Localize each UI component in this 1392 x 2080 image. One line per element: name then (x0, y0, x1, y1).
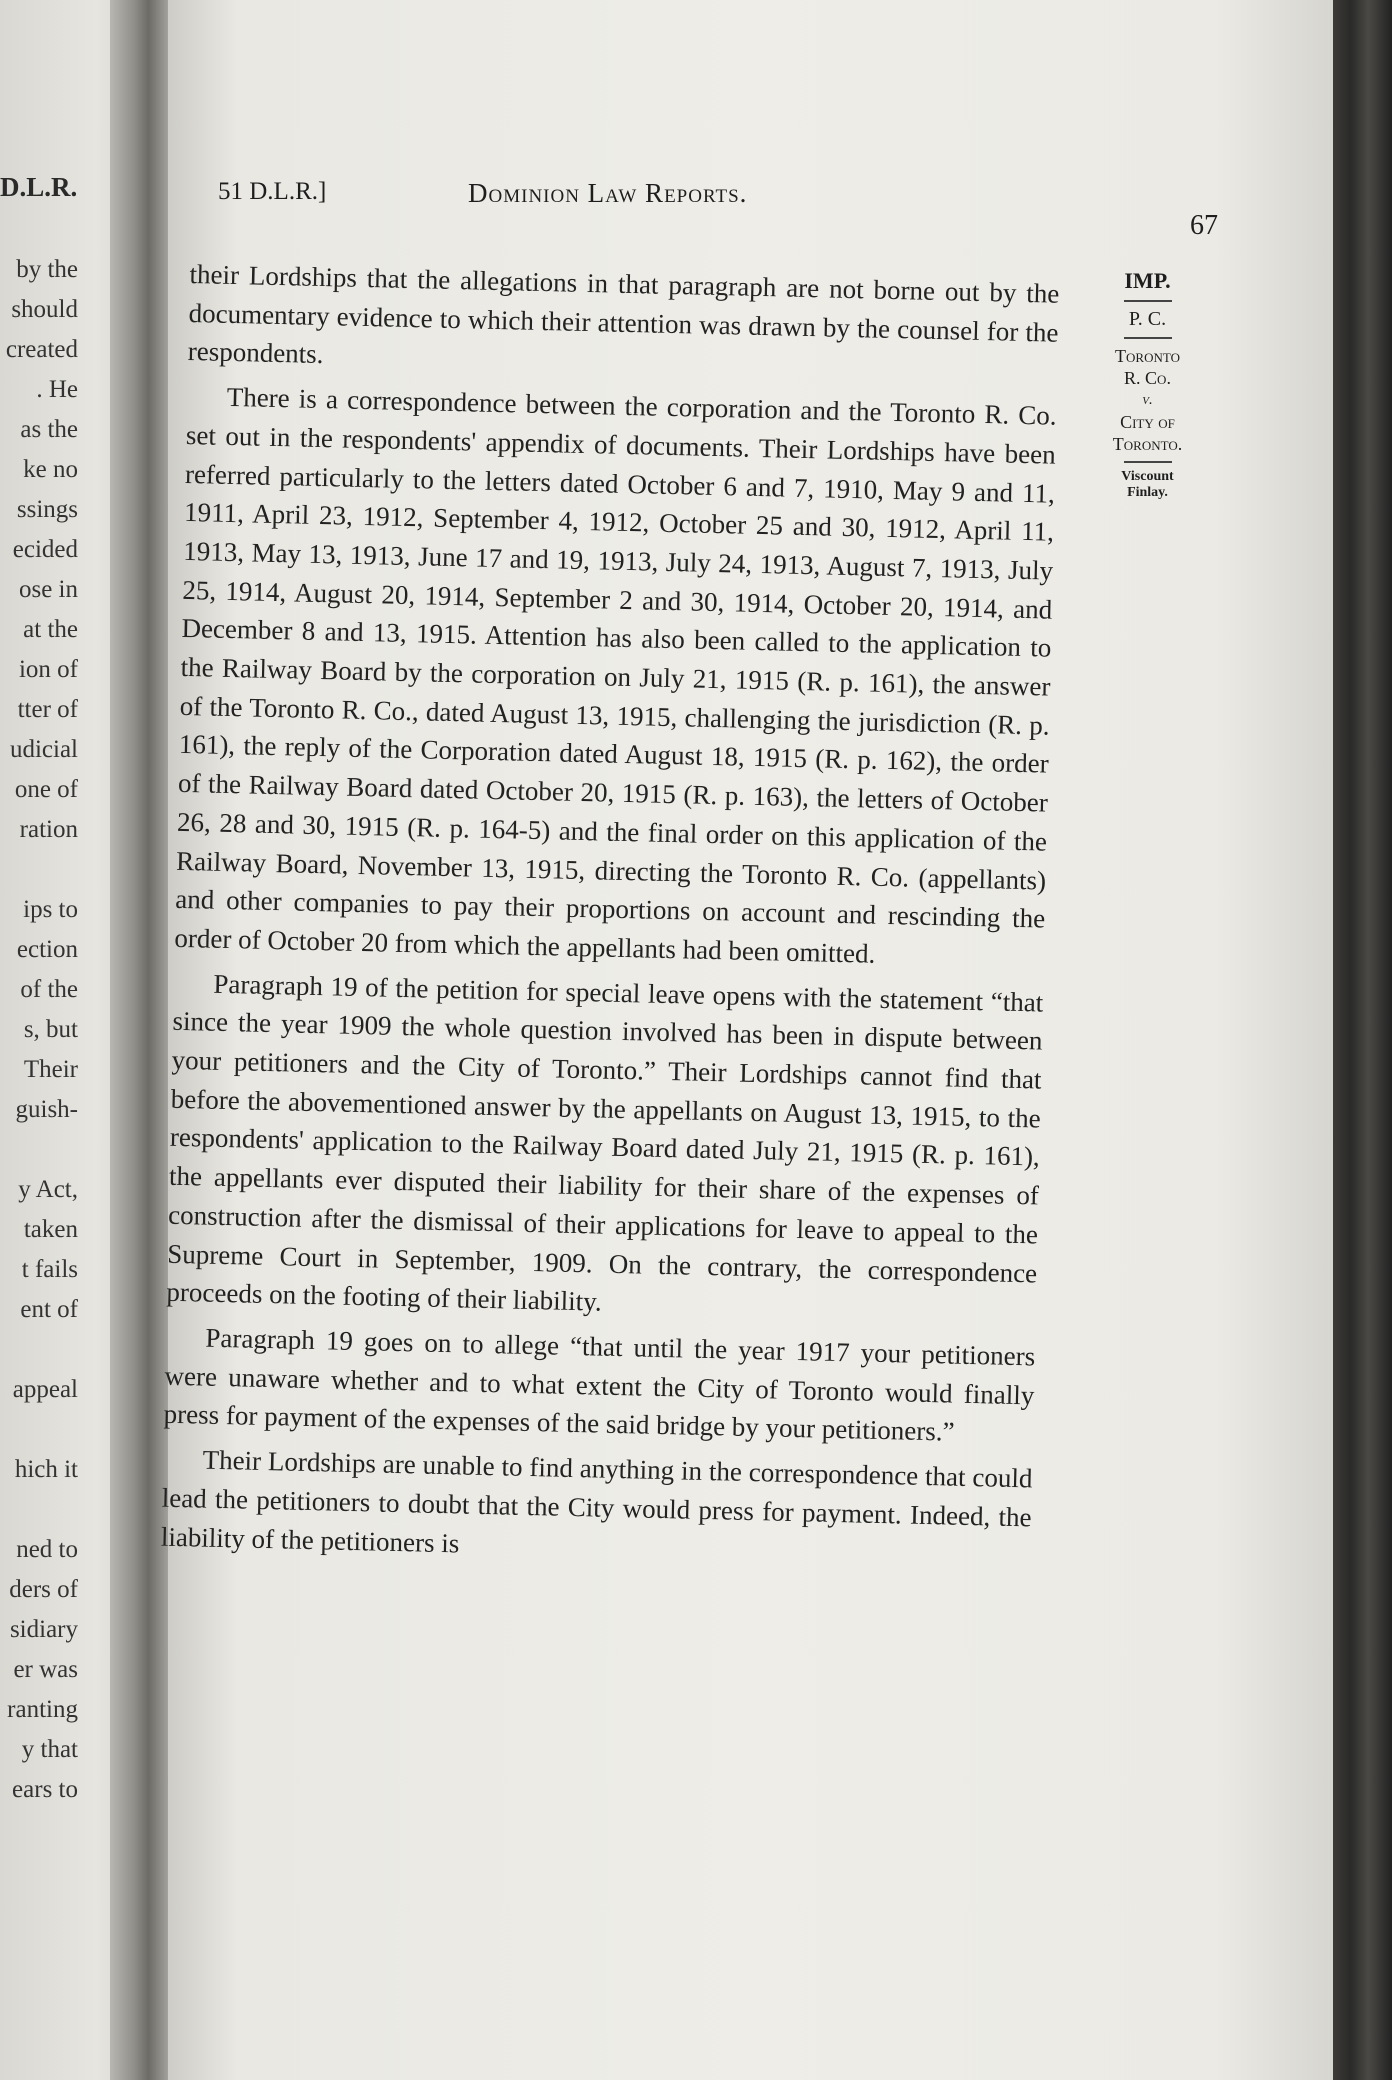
previous-page-line: should (11, 296, 78, 323)
previous-page-line (0, 850, 78, 890)
previous-page-line: . He (36, 376, 78, 403)
previous-page-line (0, 1130, 78, 1170)
previous-page-line: ent of (20, 1296, 78, 1323)
body-text (160, 255, 1059, 1576)
previous-page-line (0, 1410, 78, 1450)
sidenote-divider (1124, 300, 1172, 302)
previous-page-line: ection (16, 936, 78, 963)
previous-page-line: ders of (9, 1576, 78, 1603)
previous-page-line-fragments (0, 250, 78, 1810)
running-header (210, 178, 1218, 241)
previous-page-line: Their (23, 1056, 78, 1083)
versus-label: v. (1142, 392, 1153, 408)
previous-page-line: taken (23, 1216, 78, 1243)
previous-page-line: of the (20, 976, 78, 1003)
previous-page-line: at the (23, 616, 78, 643)
previous-page-line: s, but (23, 1016, 78, 1043)
previous-page-line (0, 1330, 78, 1370)
previous-page-line: hich it (14, 1456, 78, 1483)
sidenote-divider (1124, 461, 1172, 463)
previous-page-line: ears to (12, 1776, 78, 1803)
book-right-edge (1333, 0, 1392, 2080)
previous-page-line: by the (16, 256, 78, 283)
sidenote-divider (1124, 337, 1172, 339)
paragraph-5: Their Lordships are unable to find anything in the correspondence that could lead the petitioners to doubt that the City would press for payment. Indeed, the liability of the petitioners is (160, 1444, 1033, 1558)
party-one-line-2: R. Co. (1124, 368, 1171, 388)
publication-title: Dominion Law Reports. (468, 178, 748, 208)
previous-page-line: ose in (18, 576, 78, 603)
judge-name (1080, 469, 1215, 501)
previous-page-line: ion of (18, 656, 78, 683)
previous-page-line: udicial (9, 736, 78, 763)
paragraph-1: their Lordships that the allegations in that paragraph are not borne out by the documentary evidence to which their attention was drawn by the counsel for the respondents. (187, 258, 1060, 370)
previous-page-line: t fails (21, 1256, 78, 1283)
case-name (1080, 345, 1215, 455)
previous-page-line: created (5, 336, 78, 363)
court-label: IMP. (1124, 268, 1171, 293)
previous-page-line: ke no (23, 456, 78, 483)
division-label: P. C. (1128, 308, 1167, 330)
judge-line-1: Viscount (1121, 469, 1174, 484)
previous-page-line: appeal (12, 1376, 78, 1403)
previous-page-line: sidiary (9, 1616, 78, 1643)
previous-page-line: ecided (12, 536, 78, 563)
page-number: 67 (1190, 210, 1218, 241)
previous-page-line: as the (20, 416, 78, 443)
previous-page-line: y that (21, 1736, 78, 1763)
previous-page-line: y Act, (18, 1176, 78, 1203)
previous-page-line: one of (14, 776, 78, 803)
volume-reference: 51 D.L.R.] (218, 178, 327, 205)
paragraph-4: Paragraph 19 goes on to allege “that until the year 1917 your petitioners were unaware whether and to what extent the City of Toronto would finally press for payment of the expenses of the said bridge by your petitioners.” (163, 1322, 1036, 1448)
previous-page-line: ssings (16, 496, 78, 523)
paragraph-3: Paragraph 19 of the petition for special leave opens with the statement “that since the year 1909 the whole question involved has been in dispute between your petitioners and the City of Toronto.” Their Lordships cannot find that before the abovementioned answer by the appellants on August 13, 1915, to the respondents' application to the Railway Board dated July 21, 1915 (R. p. 161), the appellants ever disputed their liability for their share of the expenses of construction after the dismissal of their applications for leave to appeal to the Supreme Court in September, 1909. On the contrary, the correspondence proceeds on the footing of their liability. (166, 968, 1044, 1317)
previous-page-line (0, 1490, 78, 1530)
case-sidenote (1080, 268, 1215, 501)
judge-line-2: Finlay. (1127, 485, 1168, 500)
party-two-line-1: City of (1120, 412, 1175, 432)
previous-page-line: ips to (23, 896, 78, 923)
previous-page-line: ned to (16, 1536, 78, 1563)
previous-page-line: ration (19, 816, 78, 843)
previous-page-line: guish- (15, 1096, 78, 1123)
previous-page-line: ranting (7, 1696, 78, 1723)
party-one-line-1: Toronto (1115, 346, 1180, 366)
paragraph-2: There is a correspondence between the corporation and the Toronto R. Co. set out in the respondents' appendix of documents. Their Lordships have been referred particularly to the letters dated October 6 and 7, 1910, May 9 and 11, 1911, April 23, 1912, September 4, 1912, October 25 and 30, 1912, April 11, 1913, May 13, 1913, June 17 and 19, 1913, July 24, 1913, August 7, 1913, July 25, 1914, August 20, 1914, September 2 and 30, 1914, October 20, 1914, and December 8 and 13, 1915. Attention has also been called to the application to the Railway Board by the corporation on July 21, 1915 (R. p. 161), the answer of the Toronto R. Co., dated August 13, 1915, challenging the jurisdiction (R. p. 161), the reply of the Corporation dated August 18, 1915 (R. p. 162), the order of the Railway Board dated October 20, 1915 (R. p. 163), the letters of October 26, 28 and 30, 1915 (R. p. 164-5) and the final order on this application of the Railway Board, November 13, 1915, directing the Toronto R. Co. (appellants) and other companies to pay their proportions on account and rescinding the order of October 20 from which the appellants had been omitted. (174, 381, 1057, 969)
previous-page-line: er was (13, 1656, 78, 1683)
party-two-line-2: Toronto. (1112, 434, 1183, 454)
previous-page-header: D.L.R. (0, 172, 78, 202)
previous-page-line: tter of (17, 696, 78, 723)
